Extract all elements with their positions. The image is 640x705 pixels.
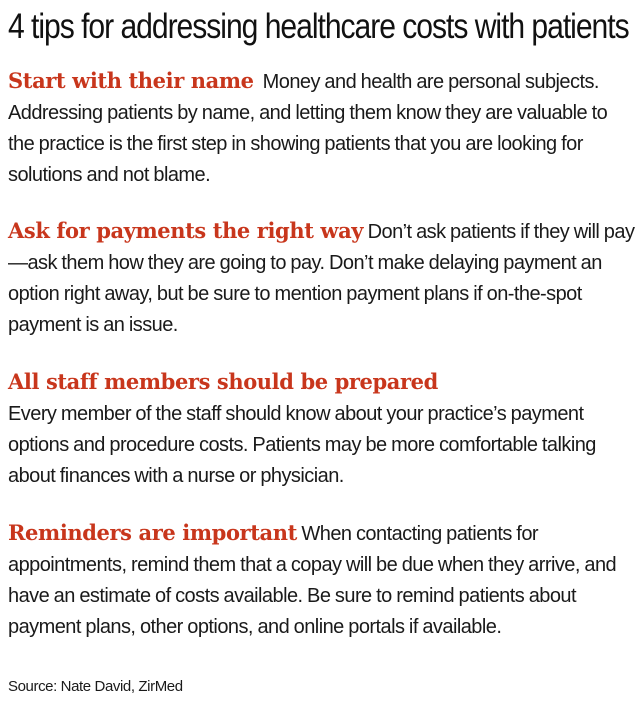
- page-title: 4 tips for addressing healthcare costs with patients: [8, 7, 629, 46]
- tip-heading: Ask for payments the right way: [8, 218, 364, 243]
- tip-ask-for-payments: [8, 215, 636, 341]
- tip-heading: Start with their name: [8, 68, 254, 93]
- tip-reminders-important: [8, 517, 636, 643]
- infographic-page: [8, 0, 634, 705]
- source-credit: Source: Nate David, ZirMed: [8, 678, 183, 695]
- tip-body: Money and health are personal subjects. Addressing patients by name, and letting them know they are valuable to the practice is the first step in showing patients that you are looking for solutions and not blame.: [8, 71, 608, 186]
- tip-heading: All staff members should be prepared: [8, 369, 438, 394]
- tip-start-with-their-name: [8, 65, 636, 191]
- tip-heading: Reminders are important: [8, 520, 297, 545]
- tip-body: Don’t ask patients if they will pay—ask them how they are going to pay. Don’t make delaying payment an option right away, but be sure to mention payment plans if on-the-spot payment is an issue.: [8, 221, 635, 336]
- tip-all-staff-prepared: [8, 366, 636, 492]
- tip-body: When contacting patients for appointments, remind them that a copay will be due when they arrive, and have an estimate of costs available. Be sure to remind patients about payment plans, other options, and online portals if available.: [8, 523, 617, 638]
- tip-body: Every member of the staff should know about your practice’s payment options and procedure costs. Patients may be more comfortable talking about finances with a nurse or physician.: [8, 403, 596, 487]
